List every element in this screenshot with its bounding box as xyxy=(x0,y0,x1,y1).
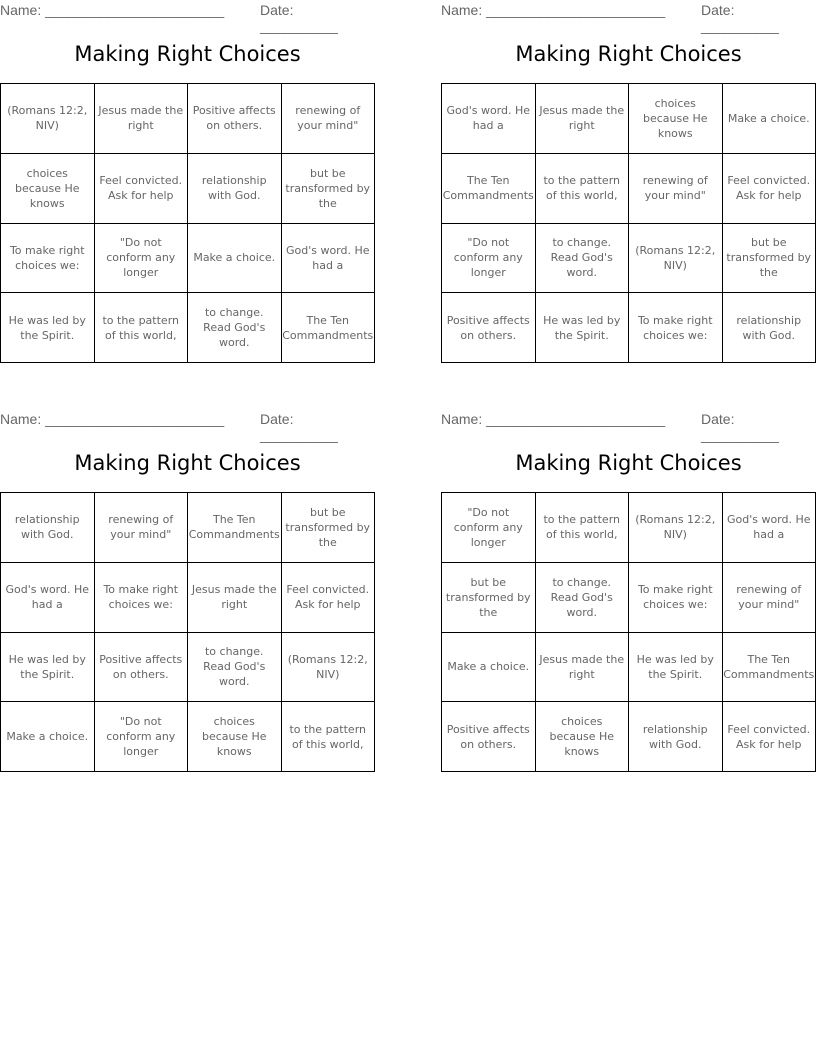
date-field[interactable]: Date: __________ xyxy=(260,2,338,34)
bingo-cell: He was led by the Spirit. xyxy=(1,633,95,703)
bingo-cell: He was led by the Spirit. xyxy=(1,293,95,363)
bingo-cell: choices because He knows xyxy=(536,702,630,772)
bingo-cell: to the pattern of this world, xyxy=(536,493,630,563)
bingo-grid xyxy=(0,83,375,363)
name-field[interactable]: Name: _______________________ xyxy=(0,411,225,427)
bingo-cell: but be transformed by the xyxy=(282,154,376,224)
bingo-cell: To make right choices we: xyxy=(1,224,95,294)
bingo-grid xyxy=(0,492,375,772)
bingo-cell: Positive affects on others. xyxy=(442,293,536,363)
bingo-cell: relationship with God. xyxy=(188,154,282,224)
bingo-cell: Feel convicted. Ask for help xyxy=(95,154,189,224)
bingo-grid xyxy=(441,83,816,363)
bingo-cell: Feel convicted. Ask for help xyxy=(723,154,816,224)
bingo-cell: To make right choices we: xyxy=(629,563,723,633)
bingo-cell: (Romans 12:2, NIV) xyxy=(1,84,95,154)
bingo-cell: "Do not conform any longer xyxy=(442,224,536,294)
bingo-cell: to the pattern of this world, xyxy=(536,154,630,224)
bingo-cell: to the pattern of this world, xyxy=(282,702,376,772)
date-field[interactable]: Date: __________ xyxy=(701,2,779,34)
bingo-cell: relationship with God. xyxy=(723,293,816,363)
bingo-cell: "Do not conform any longer xyxy=(95,702,189,772)
bingo-cell: choices because He knows xyxy=(188,702,282,772)
bingo-cell: "Do not conform any longer xyxy=(442,493,536,563)
bingo-cell: relationship with God. xyxy=(1,493,95,563)
bingo-card xyxy=(0,0,375,350)
card-title: Making Right Choices xyxy=(74,451,301,475)
bingo-cell: He was led by the Spirit. xyxy=(536,293,630,363)
bingo-cell: to change. Read God's word. xyxy=(188,293,282,363)
date-field[interactable]: Date: __________ xyxy=(701,411,779,443)
card-title: Making Right Choices xyxy=(74,42,301,66)
bingo-cell: "Do not conform any longer xyxy=(95,224,189,294)
card-title: Making Right Choices xyxy=(515,451,742,475)
bingo-cell: Jesus made the right xyxy=(95,84,189,154)
bingo-cell: (Romans 12:2, NIV) xyxy=(629,493,723,563)
bingo-cell: renewing of your mind" xyxy=(723,563,816,633)
bingo-cell: relationship with God. xyxy=(629,702,723,772)
bingo-cell: Positive affects on others. xyxy=(95,633,189,703)
card-header xyxy=(0,409,375,443)
bingo-cell: to change. Read God's word. xyxy=(188,633,282,703)
bingo-cell: renewing of your mind" xyxy=(629,154,723,224)
bingo-cell: He was led by the Spirit. xyxy=(629,633,723,703)
bingo-cell: Jesus made the right xyxy=(536,633,630,703)
bingo-cell: (Romans 12:2, NIV) xyxy=(282,633,376,703)
bingo-card xyxy=(441,409,816,759)
bingo-cell: Make a choice. xyxy=(442,633,536,703)
card-title: Making Right Choices xyxy=(515,42,742,66)
bingo-cell: but be transformed by the xyxy=(282,493,376,563)
bingo-card xyxy=(441,0,816,342)
card-header xyxy=(0,0,375,34)
bingo-cell: Positive affects on others. xyxy=(188,84,282,154)
bingo-cell: To make right choices we: xyxy=(629,293,723,363)
bingo-cell: renewing of your mind" xyxy=(95,493,189,563)
bingo-cell: The Ten Commandments xyxy=(723,633,816,703)
bingo-cell: Make a choice. xyxy=(723,84,816,154)
name-field[interactable]: Name: _______________________ xyxy=(441,2,666,18)
bingo-card xyxy=(0,409,375,759)
bingo-grid xyxy=(441,492,816,772)
card-header xyxy=(441,0,816,34)
bingo-cell: The Ten Commandments xyxy=(282,293,376,363)
name-field[interactable]: Name: _______________________ xyxy=(0,2,225,18)
bingo-cell: to change. Read God's word. xyxy=(536,563,630,633)
bingo-cell: To make right choices we: xyxy=(95,563,189,633)
bingo-cell: Feel convicted. Ask for help xyxy=(282,563,376,633)
bingo-cell: to change. Read God's word. xyxy=(536,224,630,294)
bingo-cell: God's word. He had a xyxy=(442,84,536,154)
date-field[interactable]: Date: __________ xyxy=(260,411,338,443)
bingo-cell: (Romans 12:2, NIV) xyxy=(629,224,723,294)
bingo-cell: God's word. He had a xyxy=(282,224,376,294)
bingo-cell: The Ten Commandments xyxy=(442,154,536,224)
bingo-cell: but be transformed by the xyxy=(442,563,536,633)
bingo-cell: but be transformed by the xyxy=(723,224,816,294)
name-field[interactable]: Name: _______________________ xyxy=(441,411,666,427)
bingo-cell: Make a choice. xyxy=(1,702,95,772)
bingo-cell: Feel convicted. Ask for help xyxy=(723,702,816,772)
bingo-cell: God's word. He had a xyxy=(723,493,816,563)
bingo-cell: choices because He knows xyxy=(1,154,95,224)
bingo-cell: Jesus made the right xyxy=(536,84,630,154)
bingo-cell: The Ten Commandments xyxy=(188,493,282,563)
bingo-cell: choices because He knows xyxy=(629,84,723,154)
bingo-cell: renewing of your mind" xyxy=(282,84,376,154)
bingo-cell: to the pattern of this world, xyxy=(95,293,189,363)
bingo-cell: Make a choice. xyxy=(188,224,282,294)
bingo-cell: God's word. He had a xyxy=(1,563,95,633)
card-header xyxy=(441,409,816,443)
bingo-cell: Jesus made the right xyxy=(188,563,282,633)
bingo-cell: Positive affects on others. xyxy=(442,702,536,772)
